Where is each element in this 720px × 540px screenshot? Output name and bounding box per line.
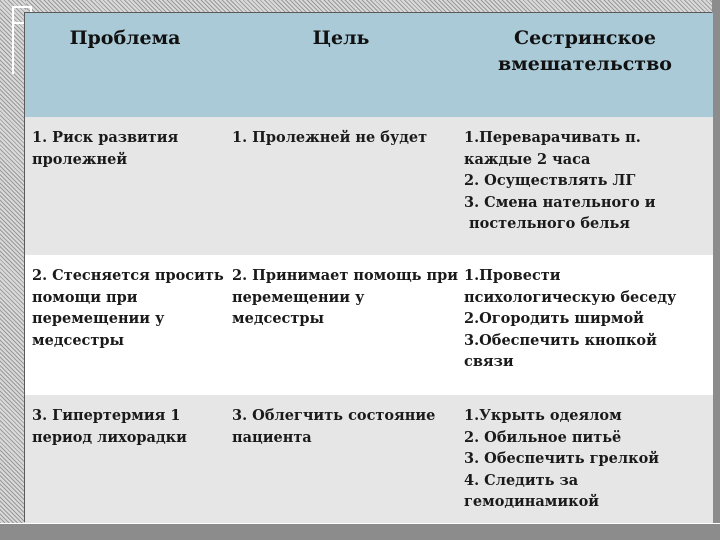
- intervention-text: 2. Обильное питьё: [464, 428, 622, 446]
- header-goal: Цель: [312, 27, 370, 49]
- table-row: [25, 117, 713, 255]
- goal-text: 1. Пролежней не будет: [232, 129, 428, 146]
- table-row: [25, 395, 713, 523]
- goal-cell: [225, 255, 457, 395]
- slide-frame-bottom: [0, 523, 720, 540]
- header-intervention-line-1: Сестринское: [514, 27, 656, 49]
- problem-text: помощи при: [32, 288, 138, 306]
- intervention-text: 2. Осуществлять ЛГ: [464, 172, 636, 189]
- intervention-text: 1.Переварачивать п.: [464, 129, 641, 146]
- problem-cell: [25, 117, 225, 255]
- intervention-text: 3. Смена нательного и: [464, 193, 656, 211]
- problem-text: пролежней: [32, 150, 128, 168]
- problem-text: медсестры: [32, 331, 125, 349]
- goal-cell: [225, 117, 457, 255]
- problem-text: период лихорадки: [32, 428, 187, 446]
- intervention-text: 3.Обеспечить кнопкой: [464, 331, 657, 349]
- problem-text: 3. Гипертермия 1: [32, 407, 181, 424]
- intervention-cell: [457, 395, 713, 523]
- goal-text: перемещении у: [232, 288, 365, 306]
- goal-text: медсестры: [232, 310, 325, 327]
- intervention-text: 2.Огородить ширмой: [464, 310, 644, 327]
- problem-text: 2. Стесняется просить: [32, 267, 224, 284]
- goal-cell: [225, 395, 457, 523]
- goal-text: 2. Принимает помощь при: [232, 267, 459, 284]
- slide-frame-accent-line: [12, 24, 14, 74]
- intervention-text: 4. Следить за: [464, 471, 579, 489]
- intervention-cell: [457, 255, 713, 395]
- problem-text: перемещении у: [32, 310, 165, 327]
- problem-text: 1. Риск развития: [32, 129, 179, 146]
- goal-text: 3. Облегчить состояние: [232, 407, 436, 424]
- intervention-text: 1.Укрыть одеялом: [464, 407, 622, 424]
- intervention-text: постельного белья: [464, 215, 630, 232]
- slide-frame-left: [0, 0, 26, 540]
- intervention-text: гемодинамикой: [464, 493, 600, 510]
- goal-text: пациента: [232, 428, 312, 446]
- intervention-cell: [457, 117, 713, 255]
- intervention-text: каждые 2 часа: [464, 150, 591, 168]
- table-row: [25, 255, 713, 395]
- problem-cell: [25, 395, 225, 523]
- intervention-text: психологическую беседу: [464, 288, 677, 306]
- intervention-text: 3. Обеспечить грелкой: [464, 450, 659, 467]
- header-intervention: [457, 13, 713, 117]
- table-header-row: [25, 13, 713, 118]
- intervention-text: 1.Провести: [464, 267, 561, 284]
- problem-cell: [25, 255, 225, 395]
- slide-frame-top: [0, 0, 720, 12]
- slide-frame-right: [712, 0, 720, 540]
- header-intervention-line-2: вмешательство: [498, 53, 672, 75]
- header-problem: Проблема: [69, 27, 181, 49]
- nursing-care-plan-table: [24, 12, 712, 522]
- intervention-text: связи: [464, 353, 514, 370]
